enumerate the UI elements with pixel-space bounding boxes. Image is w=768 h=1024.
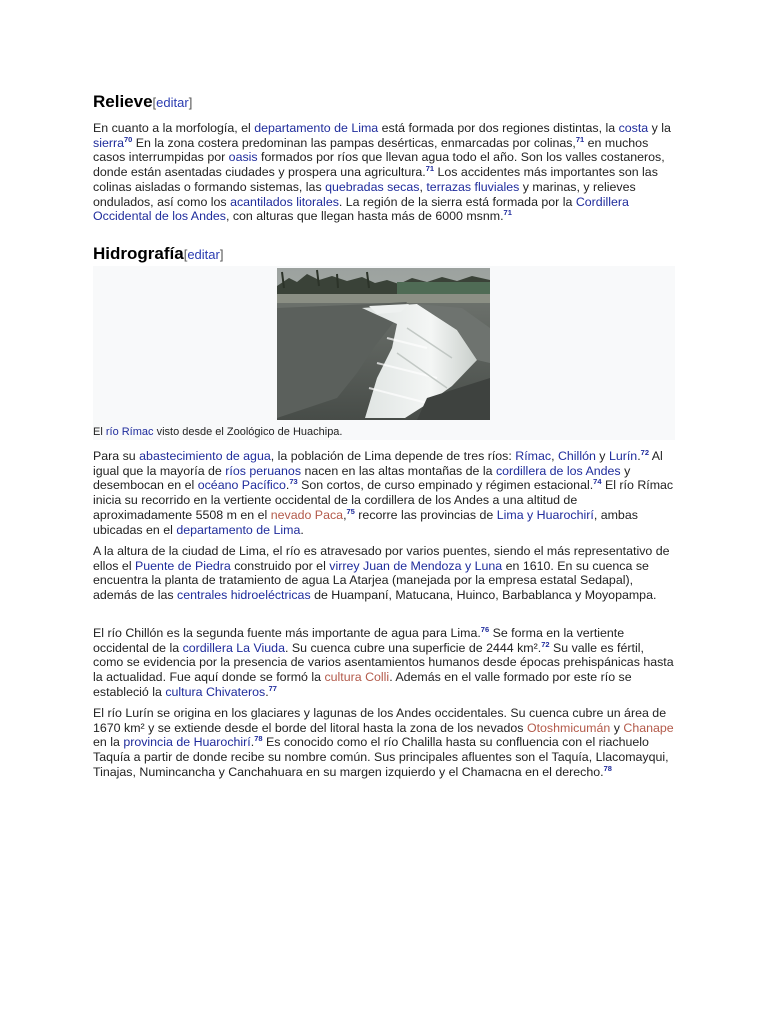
ref-70[interactable]: 70 xyxy=(123,134,133,144)
ref-78[interactable]: 78 xyxy=(254,734,263,744)
image-caption: El río Rímac visto desde el Zoológico de Huachipa. xyxy=(93,426,343,438)
ref-71[interactable]: 71 xyxy=(425,163,435,173)
link-cultura-chivateros[interactable]: cultura Chivateros xyxy=(165,684,266,699)
link-virrey-juan-de-mendoza[interactable]: virrey Juan de Mendoza y Luna xyxy=(329,558,503,573)
edit-section-link-wrapper: [editar] xyxy=(183,247,224,262)
edit-section-link[interactable]: editar xyxy=(187,247,220,262)
link-centrales-hidroelectricas[interactable]: centrales hidroeléctricas xyxy=(177,588,311,603)
ref-71[interactable]: 71 xyxy=(503,208,512,218)
link-rimac[interactable]: Rímac xyxy=(515,449,552,463)
edit-section-link[interactable]: editar xyxy=(156,95,189,110)
link-rios-peruanos[interactable]: ríos peruanos xyxy=(225,463,302,478)
link-lurin[interactable]: Lurín xyxy=(608,449,638,463)
ref-77[interactable]: 77 xyxy=(268,683,277,693)
link-chillon[interactable]: Chillón xyxy=(557,449,596,463)
link-provincia-de-huarochiri[interactable]: provincia de Huarochirí xyxy=(123,735,251,750)
link-costa[interactable]: costa xyxy=(618,121,649,135)
section-title: Relieve xyxy=(93,92,153,111)
link-oceano-pacifico[interactable]: océano Pacífico xyxy=(197,478,286,493)
ref-73[interactable]: 73 xyxy=(289,477,298,487)
link-departamento-de-lima[interactable]: departamento de Lima xyxy=(254,121,379,135)
link-cultura-colli[interactable]: cultura Colli xyxy=(324,670,390,685)
link-quebradas-secas[interactable]: quebradas secas xyxy=(325,179,420,194)
hidrografia-paragraph-3: El río Chillón es la segunda fuente más importante de agua para Lima.$^{76}$ Se forma en la vertiente occidental de la cordillera La Viuda. Su cuenca cubre una superficie de 2444 km².$^{72}$ Su valle es fértil, como se evidencia por la presencia de varios asentamientos humanos desde épocas prehispánicas hasta la actualidad. Fue aquí donde se formó la cultura Colli. Además en el valle formado por este río se estableció la cultura Chivateros.$^{77}$ xyxy=(93,624,674,699)
edit-section-link-wrapper: [editar] xyxy=(152,95,193,110)
link-departamento-de-lima[interactable]: departamento de Lima xyxy=(176,522,301,537)
ref-74[interactable]: 74 xyxy=(593,477,602,487)
image-figure xyxy=(93,266,675,440)
section-heading-relieve xyxy=(93,91,192,114)
link-chanape[interactable]: Chanape xyxy=(623,720,674,735)
ref-78[interactable]: 78 xyxy=(603,763,612,773)
link-otoshmicuman[interactable]: Otoshmicumán xyxy=(526,720,611,735)
link-terrazas-fluviales[interactable]: terrazas fluviales xyxy=(426,179,520,194)
link-abastecimiento-de-agua[interactable]: abastecimiento de agua xyxy=(139,449,271,463)
section-heading-hidrografia xyxy=(93,243,223,266)
ref-75[interactable]: 75 xyxy=(346,506,355,516)
link-lima-y-huarochiri[interactable]: Lima y Huarochirí xyxy=(496,507,594,522)
hidrografia-paragraph-4: El río Lurín se origina en los glaciares y lagunas de los Andes occidentales. Su cuenca cubre un área de 1670 km² y se extiende desde el borde del litoral hasta la zona de los nevados Otoshmicumán y Chanape en la provincia de Huarochirí.$^{78}$ Es conocido como el río Chalilla hasta su confluencia con el riachuelo Taquía a partir de donde recibe su nombre común. Sus principales afluentes son el Taquía, Llacomayqui, Tinajas, Numincancha y Canchahuara en su margen izquierdo y el Chamacna en el derecho.$^{78}$ xyxy=(93,706,674,779)
ref-76[interactable]: 76 xyxy=(480,624,490,634)
link-rio-rimac[interactable]: río Rímac xyxy=(105,426,154,438)
hidrografia-paragraph-2: A la altura de la ciudad de Lima, el río es atravesado por varios puentes, siendo el más representativo de ellos el Puente de Piedra construido por el virrey Juan de Mendoza y Luna en 1610. En su cuenca se encuentra la planta de tratamiento de agua La Atarjea (manejada por la empresa estatal Sedapal), además de las centrales hidroeléctricas de Huampaní, Matucana, Huinco, Barbablanca y Moyopampa. xyxy=(93,544,670,603)
ref-71[interactable]: 71 xyxy=(575,134,585,144)
link-cordillera-occidental[interactable]: Cordillera Occidental de los Andes xyxy=(93,194,629,224)
link-acantilados-litorales[interactable]: acantilados litorales xyxy=(230,194,339,209)
link-cordillera-de-los-andes[interactable]: cordillera de los Andes xyxy=(495,463,621,478)
ref-72[interactable]: 72 xyxy=(541,639,550,649)
river-rimac-photo[interactable] xyxy=(277,268,490,420)
link-oasis[interactable]: oasis xyxy=(228,150,258,165)
link-sierra[interactable]: sierra xyxy=(93,135,124,150)
relieve-paragraph: En cuanto a la morfología, el departamento de Lima está formada por dos regiones distintas, la costa y la sierra$^{70}$ En la zona costera predominan las pampas desérticas, enmarcadas por colinas,$^{71}$ en muchos casos interrumpidas por oasis formados por ríos que llevan agua todo el año. Son los valles costaneros, donde están asentadas ciudades y prospera una agricultura.$^{71}$ Los accidentes más importantes son las colinas aisladas o formando sistemas, las quebradas secas, terrazas fluviales y marinas, y relieves ondulados, así como los acantilados litorales. La región de la sierra está formada por la Cordillera Occidental de los Andes, con alturas que llegan hasta más de 6000 msnm.$^{71}$ xyxy=(93,121,671,224)
link-nevado-paca[interactable]: nevado Paca xyxy=(270,507,344,522)
river-photo-graphic xyxy=(277,268,490,420)
hidrografia-paragraph-1: Para su abastecimiento de agua, la población de Lima depende de tres ríos: Rímac, Chillón y Lurín.$^{72}$ Al igual que la mayoría de ríos peruanos nacen en las altas montañas de la cordillera de los Andes y desembocan en el océano Pacífico.$^{73}$ Son cortos, de curso empinado y régimen estacional.$^{74}$ El río Rímac inicia su recorrido en la vertiente occidental de la cordillera de los Andes a una altitud de aproximadamente 5508 m en el nevado Paca,$^{75}$ recorre las provincias de Lima y Huarochirí, ambas ubicadas en el departamento de Lima. xyxy=(93,447,674,537)
ref-72[interactable]: 72 xyxy=(640,447,649,457)
link-puente-de-piedra[interactable]: Puente de Piedra xyxy=(135,558,231,573)
section-title: Hidrografía xyxy=(93,244,184,263)
link-cordillera-la-viuda[interactable]: cordillera La Viuda xyxy=(182,640,285,655)
